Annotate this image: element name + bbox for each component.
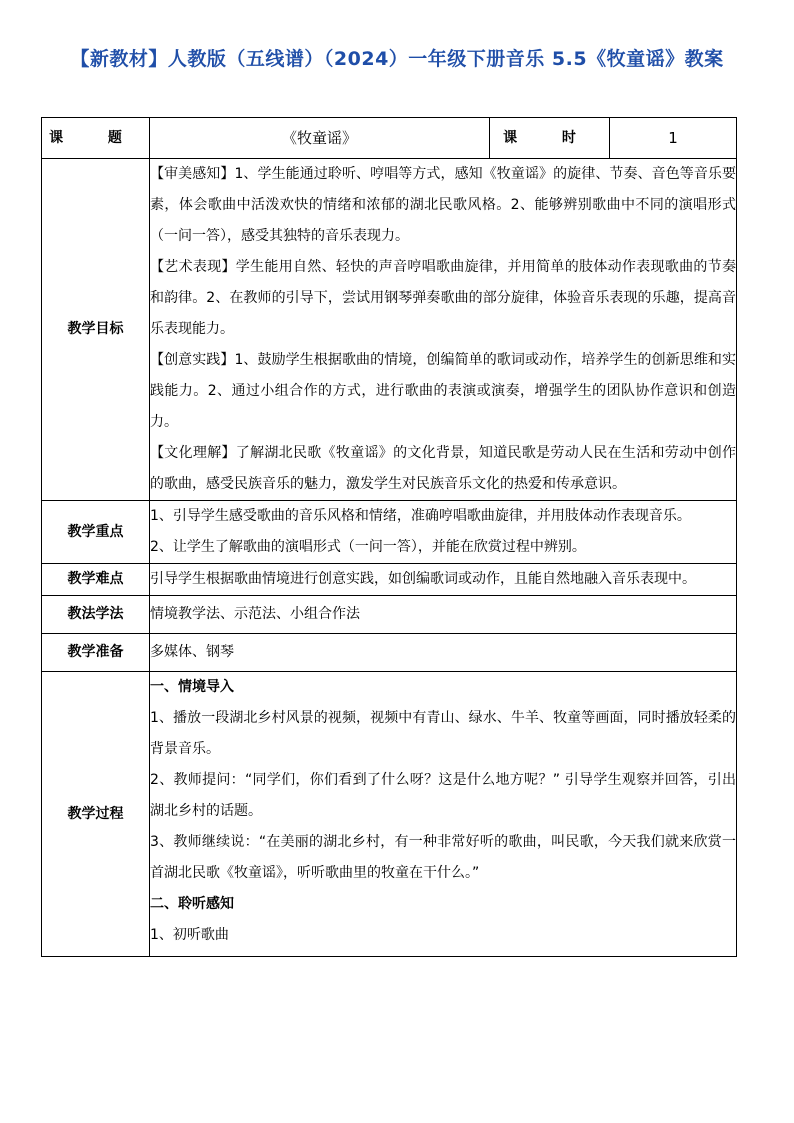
difficulties-label: 教学难点 (42, 564, 150, 596)
objectives-content (150, 159, 737, 501)
process-step: 1、播放一段湖北乡村风景的视频，视频中有青山、绿水、牛羊、牧童等画面，同时播放轻柔的背景音乐。 (150, 710, 736, 757)
difficulties-row (42, 564, 737, 596)
process-section-heading: 二、聆听感知 (150, 896, 234, 912)
objectives-label: 教学目标 (42, 159, 150, 501)
methods-row (42, 596, 737, 634)
preparation-row (42, 634, 737, 672)
key-point-item: 1、引导学生感受歌曲的音乐风格和情绪，准确哼唱歌曲旋律，并用肢体动作表现音乐。 (150, 508, 691, 524)
topic-value: 《牧童谣》 (150, 118, 490, 159)
methods-content: 情境教学法、示范法、小组合作法 (150, 596, 737, 634)
document-title: 【新教材】人教版（五线谱）（2024）一年级下册音乐 5.5《牧童谣》教案 (70, 48, 724, 70)
process-step: 3、教师继续说：“在美丽的湖北乡村，有一种非常好听的歌曲，叫民歌，今天我们就来欣赏一首湖北民歌《牧童谣》，听听歌曲里的牧童在干什么。” (150, 834, 736, 881)
header-row (42, 118, 737, 159)
process-step: 2、教师提问：“同学们，你们看到了什么呀？这是什么地方呢？” 引导学生观察并回答，引出湖北乡村的话题。 (150, 772, 736, 819)
hours-label: 课 时 (490, 118, 610, 159)
preparation-label: 教学准备 (42, 634, 150, 672)
preparation-content: 多媒体、钢琴 (150, 634, 737, 672)
topic-label: 课 题 (42, 118, 150, 159)
process-content (150, 672, 737, 957)
objective-aesthetic: 【审美感知】1、学生能通过聆听、哼唱等方式，感知《牧童谣》的旋律、节奏、音色等音乐要素，体会歌曲中活泼欢快的情绪和浓郁的湖北民歌风格。2、能够辨别歌曲中不同的演唱形式（一问一答），感受其独特的音乐表现力。 (150, 166, 736, 244)
hours-value: 1 (610, 118, 737, 159)
objectives-row (42, 159, 737, 501)
process-row (42, 672, 737, 957)
methods-label: 教法学法 (42, 596, 150, 634)
key-point-item: 2、让学生了解歌曲的演唱形式（一问一答），并能在欣赏过程中辨别。 (150, 539, 586, 555)
objective-performance: 【艺术表现】学生能用自然、轻快的声音哼唱歌曲旋律，并用简单的肢体动作表现歌曲的节奏和韵律。2、在教师的引导下，尝试用钢琴弹奏歌曲的部分旋律，体验音乐表现的乐趣，提高音乐表现能力。 (150, 259, 736, 337)
process-section-heading: 一、情境导入 (150, 679, 234, 695)
objective-culture: 【文化理解】了解湖北民歌《牧童谣》的文化背景，知道民歌是劳动人民在生活和劳动中创作的歌曲，感受民族音乐的魅力，激发学生对民族音乐文化的热爱和传承意识。 (150, 445, 736, 492)
key-points-label: 教学重点 (42, 501, 150, 564)
objective-creative: 【创意实践】1、鼓励学生根据歌曲的情境，创编简单的歌词或动作，培养学生的创新思维和实践能力。2、通过小组合作的方式，进行歌曲的表演或演奏，增强学生的团队协作意识和创造力。 (150, 352, 736, 430)
lesson-plan-table (41, 117, 737, 957)
process-label: 教学过程 (42, 672, 150, 957)
key-points-content (150, 501, 737, 564)
key-points-row (42, 501, 737, 564)
process-step: 1、初听歌曲 (150, 927, 229, 943)
difficulties-content: 引导学生根据歌曲情境进行创意实践，如创编歌词或动作，且能自然地融入音乐表现中。 (150, 564, 737, 596)
